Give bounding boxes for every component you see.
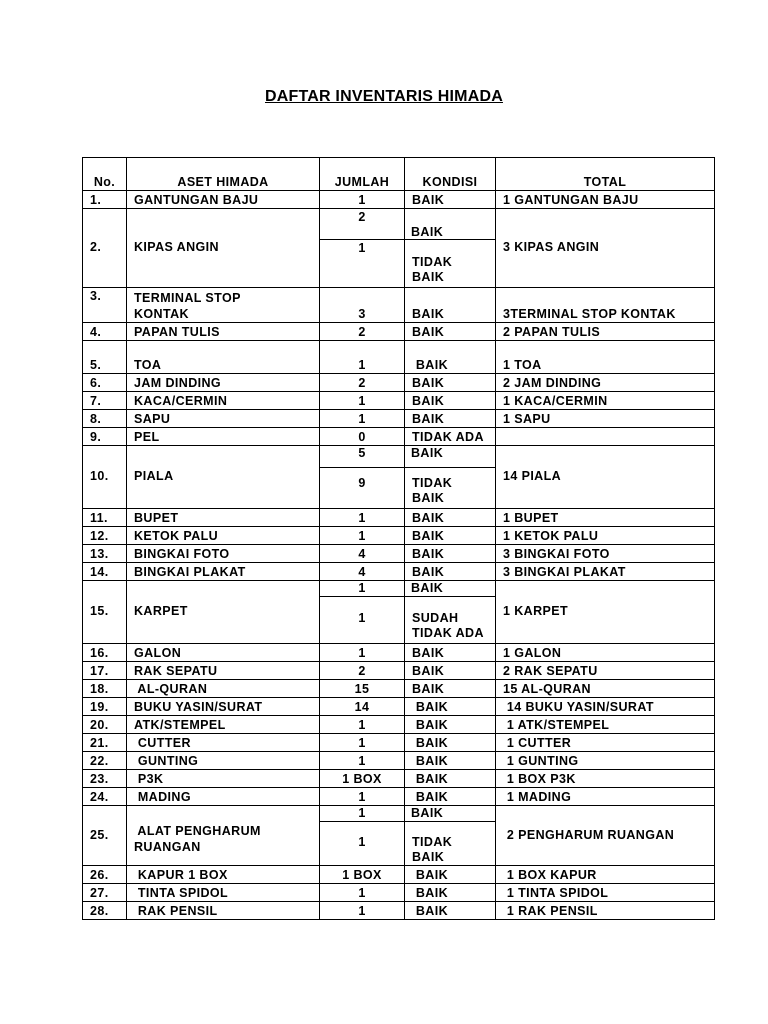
jumlah-tidak-baik: 1	[358, 241, 366, 255]
table-row	[83, 698, 715, 716]
row-aset: PEL	[127, 428, 320, 446]
row-jumlah: 1	[320, 341, 405, 374]
header-total: TOTAL	[496, 158, 715, 191]
kondisi-baik-2: BAIK	[412, 850, 445, 864]
row-kondisi: BAIK	[405, 884, 496, 902]
row-jumlah: 1	[320, 392, 405, 410]
row-no: 8.	[83, 410, 127, 428]
row-no: 19.	[83, 698, 127, 716]
row-jumlah: 1	[320, 410, 405, 428]
row-aset: SAPU	[127, 410, 320, 428]
table-row	[83, 410, 715, 428]
row-jumlah	[320, 209, 405, 288]
table-row	[83, 509, 715, 527]
row-kondisi: BAIK	[405, 410, 496, 428]
row-jumlah: 1	[320, 752, 405, 770]
row-no: 1.	[83, 191, 127, 209]
row-kondisi: BAIK	[405, 866, 496, 884]
table-row	[83, 545, 715, 563]
jumlah-sudah-tidak-ada: 1	[358, 611, 366, 625]
row-aset: KETOK PALU	[127, 527, 320, 545]
row-total: 3 BINGKAI PLAKAT	[496, 563, 715, 581]
row-kondisi: BAIK	[405, 770, 496, 788]
row-no: 13.	[83, 545, 127, 563]
header-jumlah: JUMLAH	[320, 158, 405, 191]
row-total: 1 BUPET	[496, 509, 715, 527]
row-aset: RAK PENSIL	[127, 902, 320, 920]
row-no: 14.	[83, 563, 127, 581]
row-no: 18.	[83, 680, 127, 698]
row-aset: GUNTING	[127, 752, 320, 770]
row-total: 1 CUTTER	[496, 734, 715, 752]
jumlah-baik: 2	[320, 209, 405, 240]
row-kondisi: BAIK	[405, 788, 496, 806]
row-total: 15 AL-QURAN	[496, 680, 715, 698]
row-no: 20.	[83, 716, 127, 734]
row-aset: KAPUR 1 BOX	[127, 866, 320, 884]
row-aset: BINGKAI FOTO	[127, 545, 320, 563]
row-aset: BINGKAI PLAKAT	[127, 563, 320, 581]
table-row	[83, 323, 715, 341]
row-aset	[127, 288, 320, 323]
row-no: 22.	[83, 752, 127, 770]
row-jumlah: 1	[320, 191, 405, 209]
table-row	[83, 527, 715, 545]
row-aset: AL-QURAN	[127, 680, 320, 698]
row-kondisi: BAIK	[405, 509, 496, 527]
row-kondisi	[405, 806, 496, 866]
row-no: 5.	[83, 341, 127, 374]
row-kondisi: BAIK	[405, 716, 496, 734]
row-total: 1 KARPET	[496, 581, 715, 644]
row-no: 6.	[83, 374, 127, 392]
row-kondisi: TIDAK ADA	[405, 428, 496, 446]
row-kondisi: BAIK	[405, 191, 496, 209]
kondisi-baik: BAIK	[405, 581, 496, 597]
row-total: 1 KACA/CERMIN	[496, 392, 715, 410]
row-aset: TOA	[127, 341, 320, 374]
kondisi-baik: BAIK	[405, 446, 496, 468]
row-no: 12.	[83, 527, 127, 545]
row-jumlah: 2	[320, 323, 405, 341]
row-total: 2 RAK SEPATU	[496, 662, 715, 680]
row-no: 17.	[83, 662, 127, 680]
row-aset: PAPAN TULIS	[127, 323, 320, 341]
row-kondisi: BAIK	[405, 545, 496, 563]
row-kondisi: BAIK	[405, 341, 496, 374]
row-jumlah: 1 BOX	[320, 770, 405, 788]
row-no: 27.	[83, 884, 127, 902]
row-no: 2.	[83, 209, 127, 288]
row-kondisi	[405, 446, 496, 509]
row-no: 10.	[83, 446, 127, 509]
row-jumlah: 1	[320, 527, 405, 545]
page-title: DAFTAR INVENTARIS HIMADA	[265, 88, 503, 105]
row-aset: MADING	[127, 788, 320, 806]
table-row	[83, 644, 715, 662]
table-row	[83, 563, 715, 581]
row-aset: CUTTER	[127, 734, 320, 752]
row-total: 3 KIPAS ANGIN	[496, 209, 715, 288]
table-row	[83, 581, 715, 644]
row-kondisi: BAIK	[405, 374, 496, 392]
header-no: No.	[83, 158, 127, 191]
row-total: 1 KETOK PALU	[496, 527, 715, 545]
table-row	[83, 392, 715, 410]
row-aset: BUKU YASIN/SURAT	[127, 698, 320, 716]
row-total: 3 BINGKAI FOTO	[496, 545, 715, 563]
kondisi-tidak: TIDAK	[412, 835, 453, 849]
table-row	[83, 662, 715, 680]
row-kondisi: BAIK	[405, 392, 496, 410]
row-jumlah: 2	[320, 374, 405, 392]
kondisi-sudah: SUDAH	[412, 611, 459, 625]
aset-line-1: ALAT PENGHARUM	[134, 824, 261, 838]
table-row	[83, 209, 715, 288]
table-row	[83, 716, 715, 734]
table-row	[83, 902, 715, 920]
row-jumlah: 4	[320, 563, 405, 581]
row-kondisi: BAIK	[405, 698, 496, 716]
row-total	[496, 428, 715, 446]
table-row	[83, 374, 715, 392]
jumlah-baik: 1	[320, 806, 405, 822]
row-no: 9.	[83, 428, 127, 446]
row-jumlah: 1	[320, 884, 405, 902]
row-aset: KARPET	[127, 581, 320, 644]
kondisi-tidak-ada: TIDAK ADA	[412, 626, 484, 640]
table-row	[83, 341, 715, 374]
row-no: 3.	[83, 288, 127, 323]
row-kondisi: BAIK	[405, 323, 496, 341]
row-total: 14 PIALA	[496, 446, 715, 509]
row-aset: GALON	[127, 644, 320, 662]
aset-line-2: KONTAK	[134, 306, 189, 321]
row-total: 1 TINTA SPIDOL	[496, 884, 715, 902]
row-total: 2 PENGHARUM RUANGAN	[496, 806, 715, 866]
row-total: 1 ATK/STEMPEL	[496, 716, 715, 734]
kondisi-baik-2: BAIK	[412, 270, 445, 284]
row-jumlah: 1	[320, 734, 405, 752]
row-total: 1 GANTUNGAN BAJU	[496, 191, 715, 209]
row-aset: P3K	[127, 770, 320, 788]
table-row	[83, 191, 715, 209]
row-total: 1 MADING	[496, 788, 715, 806]
row-no: 25.	[83, 806, 127, 866]
row-no: 16.	[83, 644, 127, 662]
jumlah-tidak-baik: 1	[358, 835, 366, 849]
row-aset	[127, 806, 320, 866]
row-total: 1 SAPU	[496, 410, 715, 428]
row-jumlah	[320, 581, 405, 644]
kondisi-baik-2: BAIK	[412, 491, 445, 505]
row-jumlah: 2	[320, 662, 405, 680]
row-aset: KIPAS ANGIN	[127, 209, 320, 288]
row-jumlah: 1 BOX	[320, 866, 405, 884]
row-aset: RAK SEPATU	[127, 662, 320, 680]
table-row	[83, 884, 715, 902]
table-row	[83, 680, 715, 698]
row-jumlah: 1	[320, 788, 405, 806]
row-jumlah: 4	[320, 545, 405, 563]
kondisi-tidak: TIDAK	[412, 255, 453, 269]
kondisi-tidak: TIDAK	[412, 476, 453, 490]
row-total: 1 BOX P3K	[496, 770, 715, 788]
row-jumlah: 14	[320, 698, 405, 716]
row-jumlah: 0	[320, 428, 405, 446]
row-total: 1 BOX KAPUR	[496, 866, 715, 884]
jumlah-baik: 5	[320, 446, 405, 468]
row-kondisi: BAIK	[405, 288, 496, 323]
row-jumlah: 3	[320, 288, 405, 323]
row-kondisi: BAIK	[405, 734, 496, 752]
table-row	[83, 446, 715, 509]
row-kondisi: BAIK	[405, 680, 496, 698]
table-row	[83, 288, 715, 323]
row-aset: JAM DINDING	[127, 374, 320, 392]
jumlah-baik: 1	[320, 581, 405, 597]
row-total: 1 RAK PENSIL	[496, 902, 715, 920]
row-kondisi: BAIK	[405, 902, 496, 920]
inventory-table	[82, 157, 715, 920]
row-aset: BUPET	[127, 509, 320, 527]
row-aset: GANTUNGAN BAJU	[127, 191, 320, 209]
row-kondisi: BAIK	[405, 644, 496, 662]
row-jumlah: 15	[320, 680, 405, 698]
row-total: 1 GALON	[496, 644, 715, 662]
row-total: 2 JAM DINDING	[496, 374, 715, 392]
table-row	[83, 770, 715, 788]
row-no: 4.	[83, 323, 127, 341]
aset-line-1: TERMINAL STOP	[134, 291, 241, 305]
row-kondisi	[405, 209, 496, 288]
row-jumlah: 1	[320, 902, 405, 920]
row-jumlah	[320, 446, 405, 509]
row-aset: KACA/CERMIN	[127, 392, 320, 410]
row-aset: PIALA	[127, 446, 320, 509]
row-aset: TINTA SPIDOL	[127, 884, 320, 902]
row-total: 1 GUNTING	[496, 752, 715, 770]
row-total: 2 PAPAN TULIS	[496, 323, 715, 341]
table-row	[83, 806, 715, 866]
table-header-row	[83, 158, 715, 191]
kondisi-baik: BAIK	[405, 806, 496, 822]
table-row	[83, 866, 715, 884]
row-jumlah: 1	[320, 644, 405, 662]
table-row	[83, 752, 715, 770]
row-aset: ATK/STEMPEL	[127, 716, 320, 734]
header-kondisi: KONDISI	[405, 158, 496, 191]
row-jumlah: 1	[320, 716, 405, 734]
row-no: 11.	[83, 509, 127, 527]
row-jumlah	[320, 806, 405, 866]
row-kondisi: BAIK	[405, 662, 496, 680]
row-total: 3TERMINAL STOP KONTAK	[496, 288, 715, 323]
jumlah-tidak-baik: 9	[358, 476, 366, 490]
row-no: 24.	[83, 788, 127, 806]
row-kondisi: BAIK	[405, 752, 496, 770]
row-total: 1 TOA	[496, 341, 715, 374]
header-aset: ASET HIMADA	[127, 158, 320, 191]
row-no: 7.	[83, 392, 127, 410]
row-no: 28.	[83, 902, 127, 920]
row-no: 23.	[83, 770, 127, 788]
aset-line-2: RUANGAN	[134, 839, 201, 854]
table-row	[83, 788, 715, 806]
row-no: 26.	[83, 866, 127, 884]
row-kondisi	[405, 581, 496, 644]
row-jumlah: 1	[320, 509, 405, 527]
row-kondisi: BAIK	[405, 563, 496, 581]
table-row	[83, 428, 715, 446]
table-row	[83, 734, 715, 752]
row-kondisi: BAIK	[405, 527, 496, 545]
kondisi-baik: BAIK	[405, 209, 496, 240]
row-total: 14 BUKU YASIN/SURAT	[496, 698, 715, 716]
row-no: 15.	[83, 581, 127, 644]
row-no: 21.	[83, 734, 127, 752]
